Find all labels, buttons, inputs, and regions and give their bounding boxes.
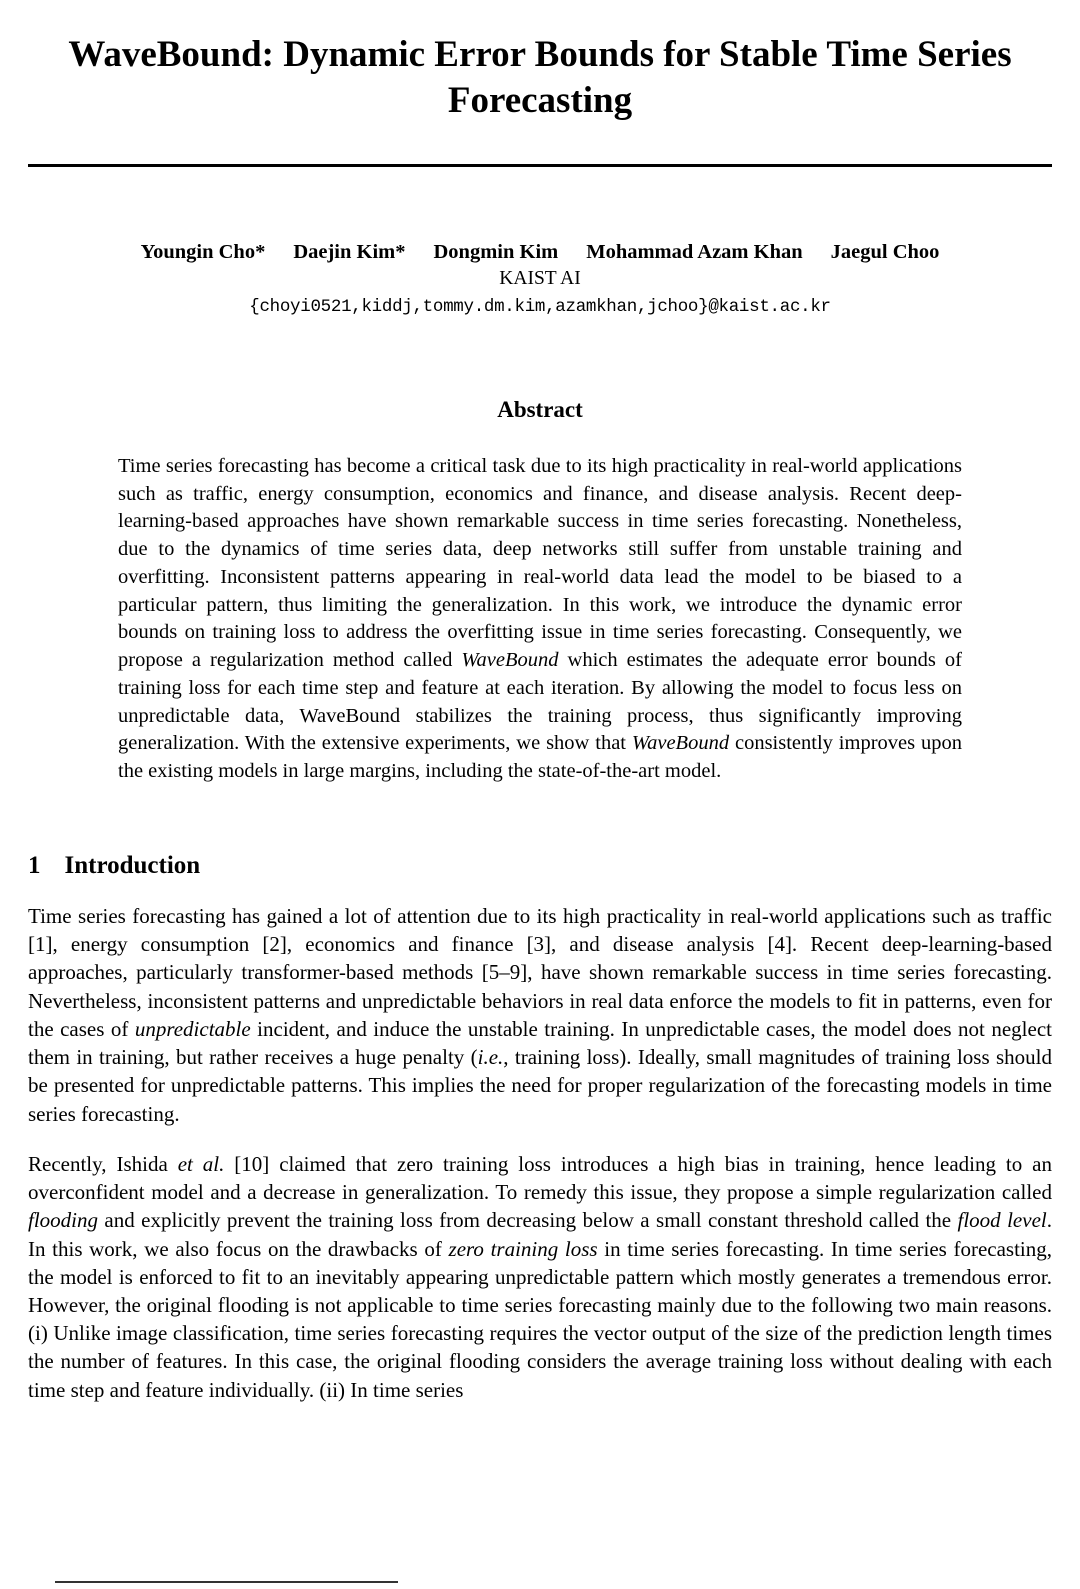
footnote-rule [55,1581,398,1583]
section-title: Introduction [64,851,201,879]
intro-paragraph-2: Recently, Ishida et al. [10] claimed that zero training loss introduces a high bias in training, hence leading to an overconfident model and a decrease in generalization. To remedy this issue, they propose a simple regularization called flooding and explicitly prevent the training loss from decreasing below a small constant threshold called the flood level. In this work, we also focus on the drawbacks of zero training loss in time series forecasting. In time series forecasting, the model is enforced to fit to an inevitably appearing unpredictable pattern which mostly generates a tremendous error. However, the original flooding is not applicable to time series forecasting mainly due to the following two main reasons. (i) Unlike image classification, time series forecasting requires the vector output of the size of the prediction length times the number of features. In this case, the original flooding considers the average training loss without dealing with each time step and feature individually. (ii) In time series [28,1151,1053,1402]
author-name: Mohammad Azam Khan [586,240,803,263]
author-name: Jaegul Choo [830,240,940,263]
author-name: Youngin Cho* [140,240,266,263]
title-rule [28,164,1052,167]
section-heading-introduction [28,852,1052,880]
author-emails: {choyi0521,kiddj,tommy.dm.kim,azamkhan,jchoo}@kaist.ac.kr [249,296,831,317]
abstract-heading: Abstract [497,396,583,422]
author-name: Daejin Kim* [293,240,406,263]
section-number: 1 [28,851,41,879]
paper-title: WaveBound: Dynamic Error Bounds for Stable Time Series Forecasting [68,34,1012,121]
abstract-body: Time series forecasting has become a critical task due to its high practicality in real-world applications such as traffic, energy consumption, economics and finance, and disease analysis. Recent deep-learning-based approaches have shown remarkable success in time series forecasting. Nonetheless, due to the dynamics of time series data, deep networks still suffer from unstable training and overfitting. Inconsistent patterns appearing in real-world data lead the model to be biased to a particular pattern, thus limiting the generalization. In this work, we introduce the dynamic error bounds on training loss to address the overfitting issue in time series forecasting. Consequently, we propose a regularization method called WaveBound which estimates the adequate error bounds of training loss for each time step and feature at each iteration. By allowing the model to focus less on unpredictable data, WaveBound stabilizes the training process, thus significantly improving generalization. With the extensive experiments, we show that WaveBound consistently improves upon the existing models in large margins, including the state-of-the-art model. [118,454,962,783]
author-name: Dongmin Kim [433,240,559,263]
intro-paragraph-1: Time series forecasting has gained a lot of attention due to its high practicality in real-world applications such as traffic [1], energy consumption [2], economics and finance [3], and disease analysis [4]. Recent deep-learning-based approaches, particularly transformer-based methods [5–9], have shown remarkable success in time series forecasting. Nevertheless, inconsistent patterns and unpredictable behaviors in real data enforce the models to fit in patterns, even for the cases of unpredictable incident, and induce the unstable training. In unpredictable cases, the model does not neglect them in training, but rather receives a huge penalty (i.e., training loss). Ideally, small magnitudes of training loss should be presented for unpredictable patterns. This implies the need for proper regularization of the forecasting models in time series forecasting. [28,903,1052,1126]
authors-line [28,241,1052,264]
affiliation: KAIST AI [499,267,581,289]
